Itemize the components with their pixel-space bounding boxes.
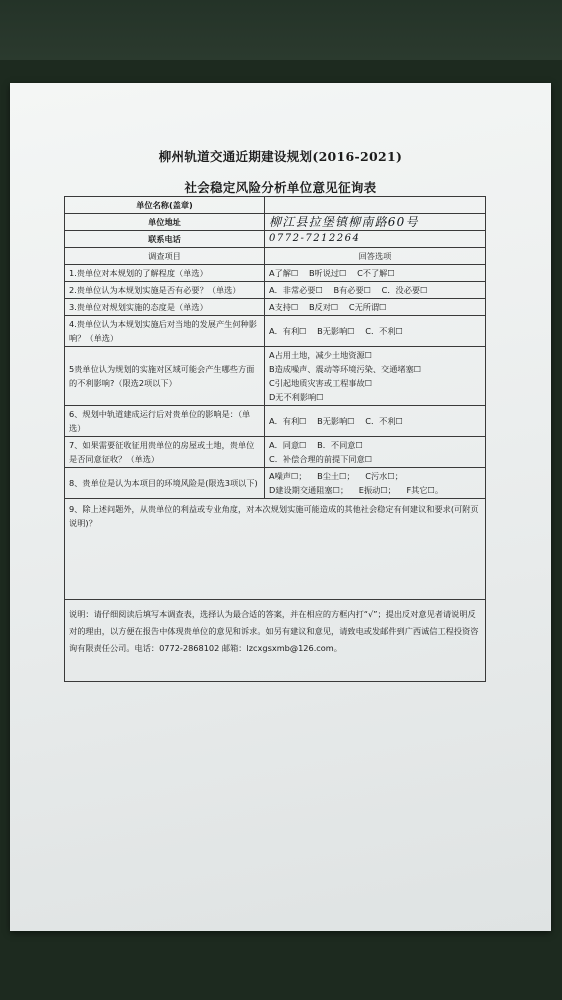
question-row-8 [65, 468, 486, 499]
note-text: 说明：请仔细阅读后填写本调查表，选择认为最合适的答案，并在相应的方框内打“√”；提出反对意见者请说明反对的理由，以方便在报告中体现贵单位的意见和诉求。如另有建议和意见，请致电或发邮件到广西诚信工程投资咨询有限责任公司。电话：0772-2868102 邮箱：lzcxgsxmb@126.com。 [69, 609, 479, 653]
q8-option-b[interactable]: B尘土☐； [317, 471, 355, 481]
question-row-6 [65, 406, 486, 437]
q8-option-a[interactable]: A噪声☐； [269, 471, 307, 481]
question-row-1 [65, 265, 486, 282]
question-3-text: 3.贵单位对规划实施的态度是（单选） [65, 299, 265, 316]
q7-option-b[interactable]: B．不同意☐ [317, 440, 363, 450]
question-2-text: 2.贵单位认为本规划实施是否有必要？（单选） [65, 282, 265, 299]
q6-option-a[interactable]: A．有利☐ [269, 416, 307, 426]
question-row-3 [65, 299, 486, 316]
q7-option-c[interactable]: C．补偿合理的前提下同意☐ [269, 454, 373, 464]
q5-option-b[interactable]: B造成噪声、震动等环境污染、交通堵塞☐ [269, 364, 422, 374]
question-row-2 [65, 282, 486, 299]
document-subtitle: 社会稳定风险分析单位意见征询表 [184, 180, 377, 195]
question-row-4 [65, 316, 486, 347]
q3-option-c[interactable]: C无所谓☐ [348, 302, 387, 312]
q6-option-c[interactable]: C．不利☐ [365, 416, 403, 426]
survey-table [64, 196, 486, 682]
question-1-options [265, 265, 486, 282]
question-5-options [265, 347, 486, 406]
q5-option-c[interactable]: C引起地质灾害或工程事故☐ [269, 378, 373, 388]
q1-option-a[interactable]: A了解☐ [269, 268, 299, 278]
phone-label: 联系电话 [65, 231, 265, 248]
q5-option-a[interactable]: A占用土地，减少土地资源☐ [269, 350, 373, 360]
question-9-text[interactable]: 9、除上述问题外，从贵单位的利益或专业角度，对本次规划实施可能造成的其他社会稳定有何建议和要求(可附页说明)？ [65, 499, 486, 600]
address-value[interactable]: 柳江县拉堡镇柳南路60号 [265, 214, 486, 231]
q2-option-a[interactable]: A．非常必要☐ [269, 285, 323, 295]
q5-option-d[interactable]: D无不利影响☐ [269, 392, 324, 402]
question-4-options [265, 316, 486, 347]
background-surface [0, 0, 562, 60]
q3-option-b[interactable]: B反对☐ [308, 302, 339, 312]
question-1-text: 1.贵单位对本规划的了解程度（单选） [65, 265, 265, 282]
survey-document [10, 83, 551, 931]
paper-sheet [10, 83, 551, 931]
q8-option-c[interactable]: C污水☐； [365, 471, 403, 481]
note-row [65, 600, 486, 682]
address-label: 单位地址 [65, 214, 265, 231]
question-5-text: 5贵单位认为规划的实施对区域可能会产生哪些方面的不利影响?（限选2项以下） [65, 347, 265, 406]
q6-option-b[interactable]: B无影响☐ [317, 416, 355, 426]
question-row-5 [65, 347, 486, 406]
q2-option-c[interactable]: C．没必要☐ [381, 285, 428, 295]
question-6-text: 6、规划中轨道建成运行后对贵单位的影响是：（单选） [65, 406, 265, 437]
q8-option-d[interactable]: D建设期交通阻塞☐； [269, 485, 349, 495]
question-column-header: 调查项目 [65, 248, 265, 265]
question-4-text: 4.贵单位认为本规划实施后对当地的发展产生何种影响？（单选） [65, 316, 265, 347]
document-title: 柳州轨道交通近期建设规划(2016-2021) [158, 149, 403, 164]
question-row-9 [65, 499, 486, 600]
question-6-options [265, 406, 486, 437]
phone-value[interactable]: 0772-7212264 [265, 231, 486, 248]
info-row-phone [65, 231, 486, 248]
question-3-options [265, 299, 486, 316]
answer-column-header: 回答选项 [265, 248, 486, 265]
table-header-row [65, 248, 486, 265]
q3-option-a[interactable]: A支持☐ [269, 302, 299, 312]
question-8-options [265, 468, 486, 499]
question-7-text: 7、如果需要征收征用贵单位的房屋或土地，贵单位是否同意征收？（单选） [65, 437, 265, 468]
q1-option-c[interactable]: C不了解☐ [357, 268, 395, 278]
unit-name-label: 单位名称(盖章) [65, 197, 265, 214]
q1-option-b[interactable]: B听说过☐ [308, 268, 347, 278]
q4-option-a[interactable]: A．有利☐ [269, 326, 307, 336]
q2-option-b[interactable]: B有必要☐ [333, 285, 372, 295]
q8-option-f[interactable]: F其它☐。 [406, 485, 444, 495]
question-7-options [265, 437, 486, 468]
q4-option-c[interactable]: C．不利☐ [365, 326, 403, 336]
q7-option-a[interactable]: A．同意☐ [269, 440, 307, 450]
q8-option-e[interactable]: E振动☐； [358, 485, 396, 495]
question-row-7 [65, 437, 486, 468]
info-row-unit-name [65, 197, 486, 214]
instructions-note [65, 600, 486, 682]
unit-name-value[interactable] [265, 197, 486, 214]
question-8-text: 8、贵单位是认为本项目的环境风险是(限选3项以下) [65, 468, 265, 499]
question-2-options [265, 282, 486, 299]
q4-option-b[interactable]: B无影响☐ [317, 326, 355, 336]
info-row-address [65, 214, 486, 231]
